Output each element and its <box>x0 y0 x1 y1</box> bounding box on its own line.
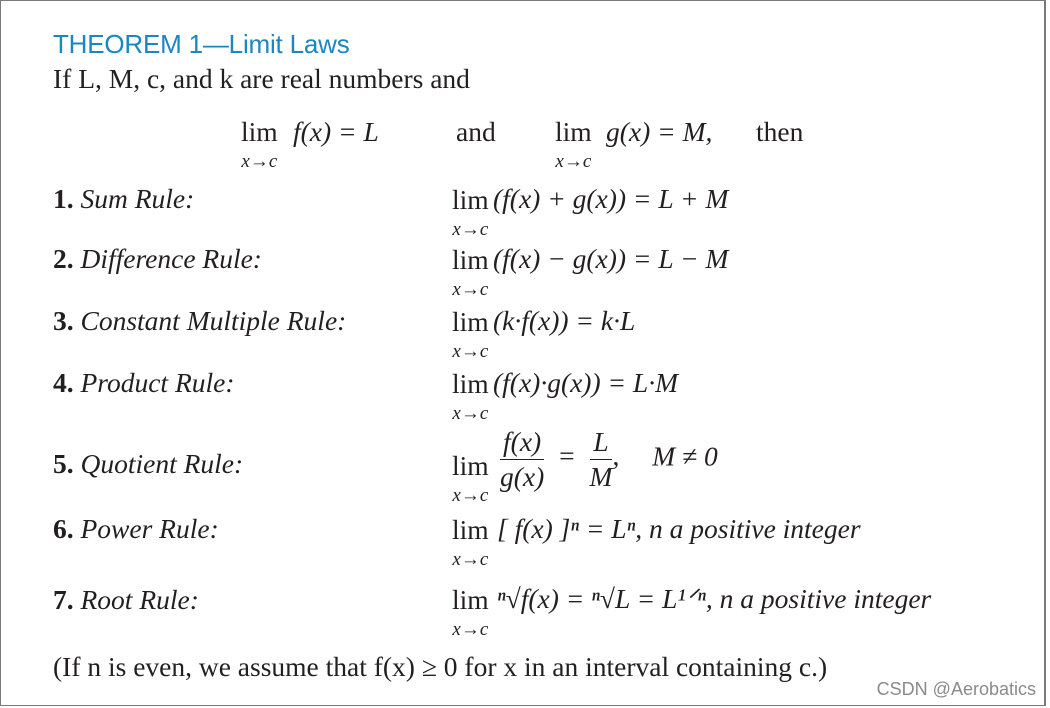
rule-expr-power: [ f(x) ]ⁿ = Lⁿ, n a positive integer <box>497 513 861 544</box>
watermark: CSDN @Aerobatics <box>876 679 1036 699</box>
rule-label-root: 7. Root Rule: <box>53 584 199 615</box>
rule-limit-product: lim x→c <box>452 368 489 424</box>
rule-limit-difference: lim x→c <box>452 244 489 300</box>
rule-expr-product: (f(x)·g(x)) = L·M <box>493 367 679 398</box>
premise-right-limit: lim x→c <box>555 116 592 172</box>
rule-label-difference: 2. Difference Rule: <box>53 243 262 274</box>
premise-and: and <box>456 116 496 147</box>
rule-limit-sum: lim x→c <box>452 184 489 240</box>
quotient-fraction-left: $\frac{f(x)}{g(x)}$ <box>500 426 545 492</box>
rule-limit-power: lim x→c <box>452 514 489 570</box>
rule-label-quotient: 5. Quotient Rule: <box>53 448 244 479</box>
rule-limit-quotient: lim x→c <box>452 450 489 506</box>
theorem-intro: If L, M, c, and k are real numbers and <box>53 63 470 94</box>
rule-limit-root: lim x→c <box>452 584 489 640</box>
premise-left-expr: f(x) = L <box>293 116 379 147</box>
rule-expr-sum: (f(x) + g(x)) = L + M <box>493 183 729 214</box>
rule-expr-root: ⁿ√f(x) = ⁿ√L = L¹ᐟⁿ, n a positive integer <box>497 583 932 614</box>
rule-limit-constant-multiple: lim x→c <box>452 306 489 362</box>
rule-label-constant-multiple: 3. Constant Multiple Rule: <box>53 305 347 336</box>
premise-left-limit: lim x→c <box>241 116 278 172</box>
quotient-fraction-right: $\frac{L}{M}$ <box>589 426 613 492</box>
footnote: (If n is even, we assume that f(x) ≥ 0 for x in an interval containing c.) <box>53 651 828 682</box>
rule-expr-constant-multiple: (k·f(x)) = k·L <box>493 305 636 336</box>
quotient-condition: M ≠ 0 <box>652 440 718 472</box>
rule-expr-quotient: $\frac{f(x)}{g(x)}$ = $\frac{L}{M}$ , M ≠ 0 <box>500 426 718 492</box>
rule-label-power: 6. Power Rule: <box>53 513 219 544</box>
premise-then: then <box>756 116 804 147</box>
rule-expr-difference: (f(x) − g(x)) = L − M <box>493 243 729 274</box>
theorem-title: THEOREM 1—Limit Laws <box>53 29 350 59</box>
premise-right-expr: g(x) = M, <box>606 116 713 147</box>
rule-label-product: 4. Product Rule: <box>53 367 235 398</box>
rule-label-sum: 1. Sum Rule: <box>53 183 195 214</box>
